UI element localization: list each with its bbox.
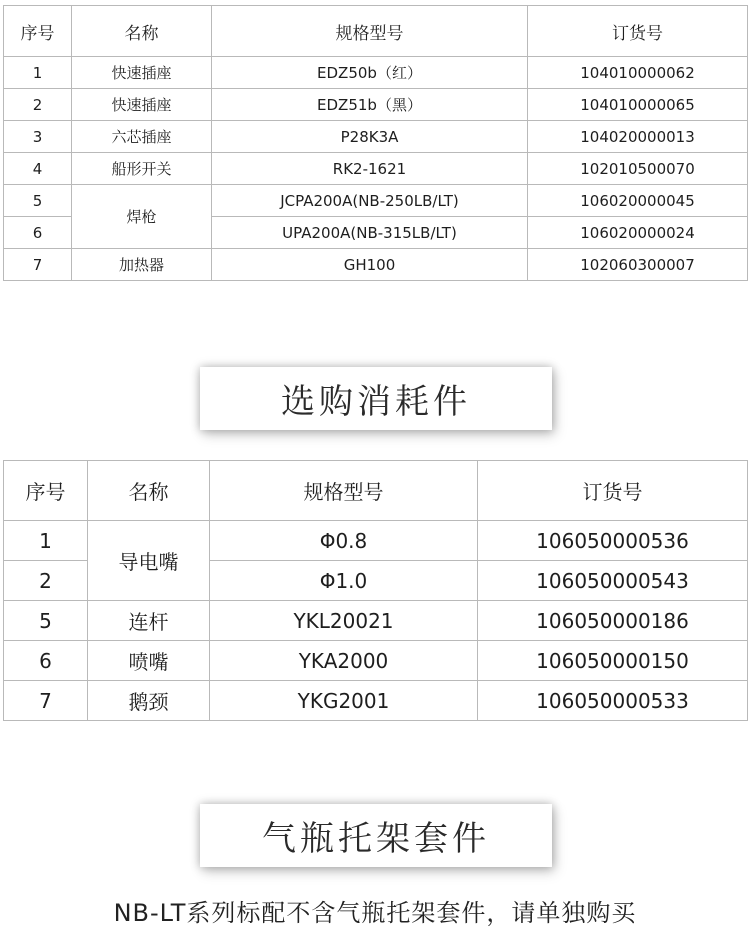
cell-spec: P28K3A <box>212 121 528 153</box>
header-no: 序号 <box>4 6 72 57</box>
cell-no: 5 <box>4 601 88 641</box>
table-row <box>4 185 748 217</box>
cell-no: 6 <box>4 641 88 681</box>
cell-spec: YKA2000 <box>210 641 478 681</box>
cell-name: 焊枪 <box>72 185 212 249</box>
cell-spec: UPA200A(NB-315LB/LT) <box>212 217 528 249</box>
cell-name: 快速插座 <box>72 57 212 89</box>
cell-name: 喷嘴 <box>88 641 210 681</box>
cell-no: 3 <box>4 121 72 153</box>
header-no: 序号 <box>4 461 88 521</box>
table-row <box>4 89 748 121</box>
cell-spec: RK2-1621 <box>212 153 528 185</box>
cell-name: 快速插座 <box>72 89 212 121</box>
cell-name: 船形开关 <box>72 153 212 185</box>
header-name: 名称 <box>72 6 212 57</box>
cell-no: 4 <box>4 153 72 185</box>
table-row <box>4 681 748 721</box>
cell-spec: JCPA200A(NB-250LB/LT) <box>212 185 528 217</box>
table-header-row <box>4 461 748 521</box>
header-order: 订货号 <box>478 461 748 521</box>
table-row <box>4 57 748 89</box>
cell-order: 104010000062 <box>528 57 748 89</box>
section-title: 气瓶托架套件 <box>262 819 490 859</box>
cell-order: 106050000536 <box>478 521 748 561</box>
cell-no: 2 <box>4 89 72 121</box>
header-spec: 规格型号 <box>210 461 478 521</box>
cell-order: 106050000543 <box>478 561 748 601</box>
cell-spec: Φ1.0 <box>210 561 478 601</box>
cell-name: 导电嘴 <box>88 521 210 601</box>
cell-order: 102060300007 <box>528 249 748 281</box>
table-row <box>4 121 748 153</box>
cell-no: 1 <box>4 521 88 561</box>
cell-spec: EDZ51b（黑） <box>212 89 528 121</box>
cell-no: 2 <box>4 561 88 601</box>
cell-order: 104010000065 <box>528 89 748 121</box>
cell-order: 106020000045 <box>528 185 748 217</box>
section-banner-consumables <box>200 367 552 430</box>
cell-no: 1 <box>4 57 72 89</box>
cell-no: 5 <box>4 185 72 217</box>
cell-spec: YKL20021 <box>210 601 478 641</box>
header-order: 订货号 <box>528 6 748 57</box>
cell-name: 加热器 <box>72 249 212 281</box>
cell-order: 106050000150 <box>478 641 748 681</box>
header-spec: 规格型号 <box>212 6 528 57</box>
cell-no: 6 <box>4 217 72 249</box>
cell-spec: EDZ50b（红） <box>212 57 528 89</box>
footnote: NB-LT系列标配不含气瓶托架套件，请单独购买 <box>113 899 637 927</box>
cell-order: 106020000024 <box>528 217 748 249</box>
section-banner-cylinder-bracket <box>200 804 552 867</box>
table-header-row <box>4 6 748 57</box>
table-row <box>4 521 748 561</box>
cell-no: 7 <box>4 681 88 721</box>
cell-name: 六芯插座 <box>72 121 212 153</box>
cell-name: 连杆 <box>88 601 210 641</box>
section-title: 选购消耗件 <box>281 382 471 422</box>
cell-no: 7 <box>4 249 72 281</box>
table-row <box>4 641 748 681</box>
consumables-table <box>3 460 748 721</box>
cell-order: 106050000186 <box>478 601 748 641</box>
cell-order: 104020000013 <box>528 121 748 153</box>
cell-name: 鹅颈 <box>88 681 210 721</box>
cell-spec: Φ0.8 <box>210 521 478 561</box>
cell-order: 102010500070 <box>528 153 748 185</box>
table-row <box>4 249 748 281</box>
accessories-table <box>3 5 748 281</box>
cell-order: 106050000533 <box>478 681 748 721</box>
header-name: 名称 <box>88 461 210 521</box>
cell-spec: GH100 <box>212 249 528 281</box>
table-row <box>4 601 748 641</box>
cell-spec: YKG2001 <box>210 681 478 721</box>
table-row <box>4 153 748 185</box>
